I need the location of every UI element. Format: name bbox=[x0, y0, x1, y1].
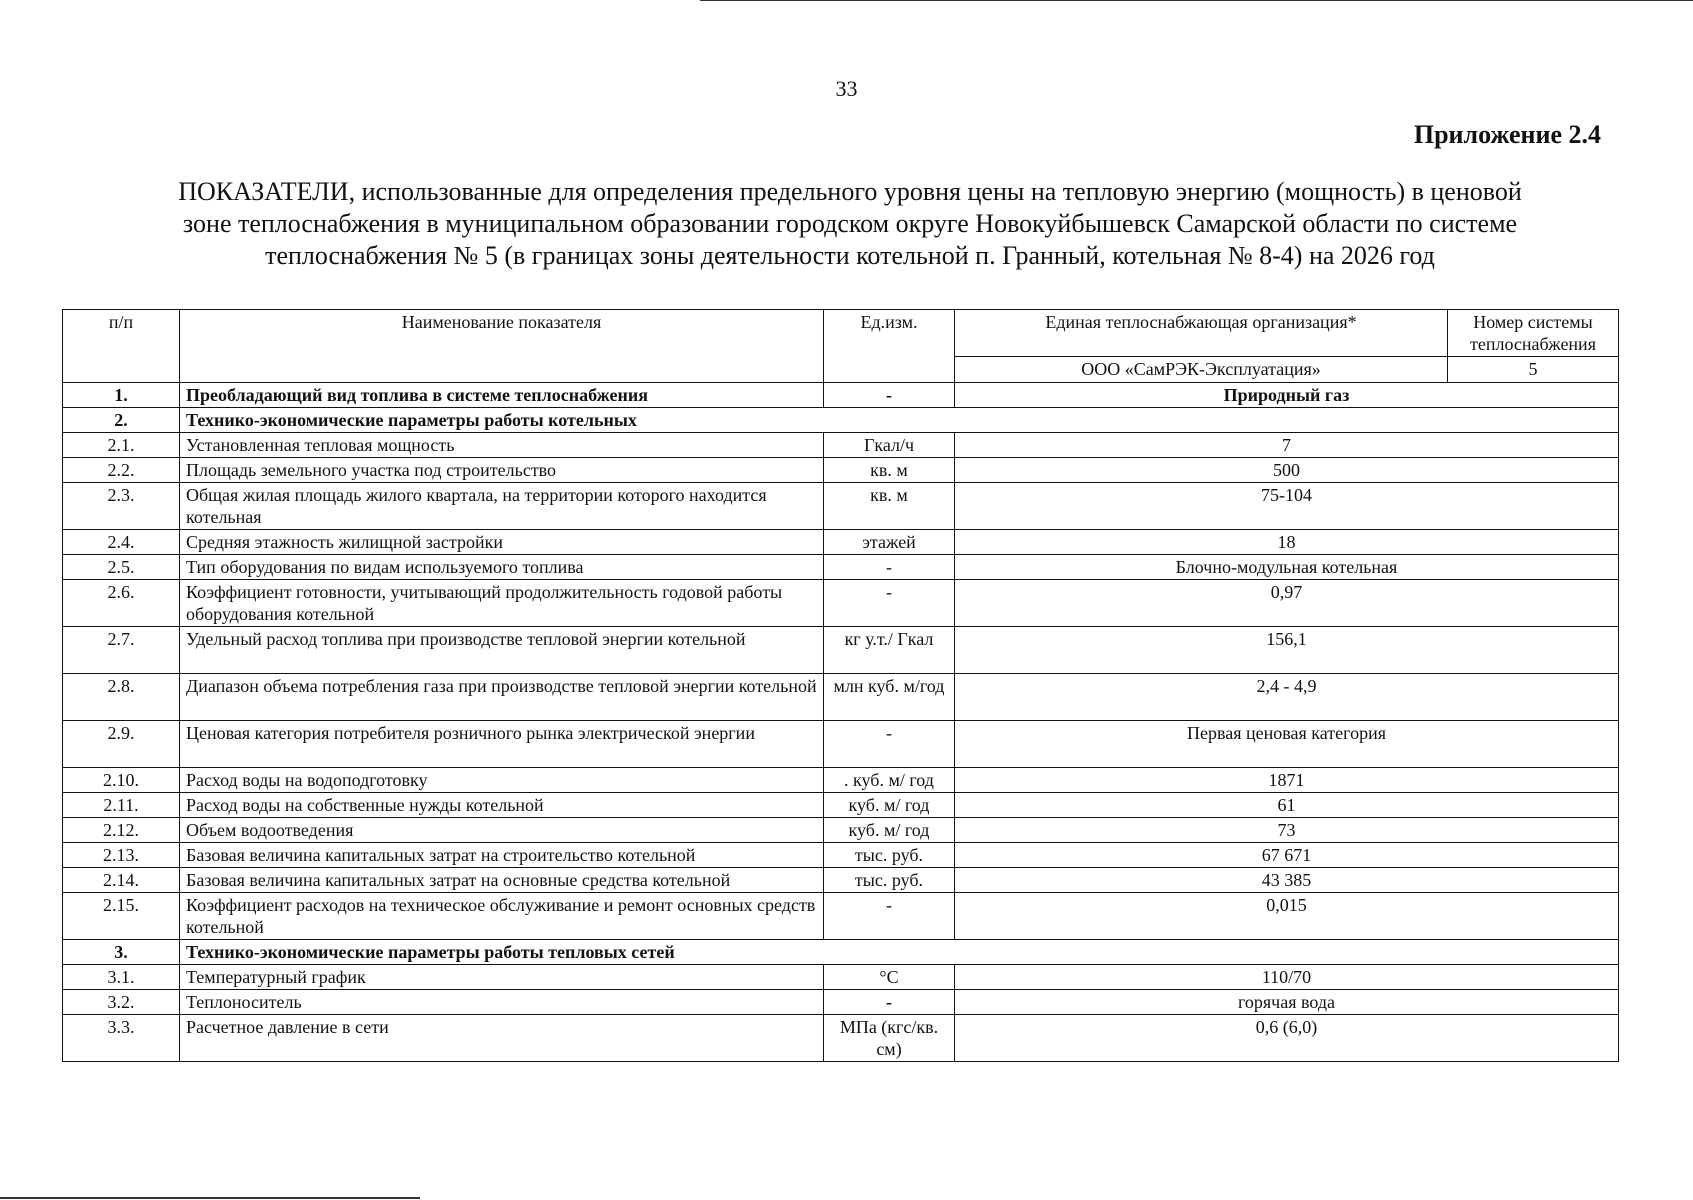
table-section-row bbox=[63, 408, 1619, 433]
header-name: Наименование показателя bbox=[180, 310, 824, 383]
row-name: Теплоноситель bbox=[180, 990, 824, 1015]
table-row bbox=[63, 555, 1619, 580]
table-row bbox=[63, 458, 1619, 483]
row-num: 3.2. bbox=[63, 990, 180, 1015]
row-value: Первая ценовая категория bbox=[955, 721, 1619, 768]
row-name: Общая жилая площадь жилого квартала, на территории которого находится котельная bbox=[180, 483, 824, 530]
row-name: Площадь земельного участка под строительство bbox=[180, 458, 824, 483]
row-num: 2.11. bbox=[63, 793, 180, 818]
document-title bbox=[70, 176, 1630, 272]
row-value: 18 bbox=[955, 530, 1619, 555]
table-row bbox=[63, 721, 1619, 768]
table-row bbox=[63, 530, 1619, 555]
table-row bbox=[63, 580, 1619, 627]
indicators-table bbox=[62, 309, 1619, 1062]
table-row bbox=[63, 893, 1619, 940]
row-name: Расчетное давление в сети bbox=[180, 1015, 824, 1062]
row-unit: МПа (кгс/кв. см) bbox=[824, 1015, 955, 1062]
row-unit: кв. м bbox=[824, 483, 955, 530]
row-num: 2. bbox=[63, 408, 180, 433]
row-name: Коэффициент готовности, учитывающий продолжительность годовой работы оборудования котельной bbox=[180, 580, 824, 627]
row-value: 73 bbox=[955, 818, 1619, 843]
row-num: 2.7. bbox=[63, 627, 180, 674]
row-num: 3.3. bbox=[63, 1015, 180, 1062]
row-value: горячая вода bbox=[955, 990, 1619, 1015]
title-line: теплоснабжения № 5 (в границах зоны деятельности котельной п. Гранный, котельная № 8-4) на 2026 год bbox=[265, 241, 1435, 270]
row-num: 2.5. bbox=[63, 555, 180, 580]
row-num: 2.8. bbox=[63, 674, 180, 721]
row-num: 2.4. bbox=[63, 530, 180, 555]
section-title: Технико-экономические параметры работы котельных bbox=[180, 408, 1619, 433]
appendix-label: Приложение 2.4 bbox=[1413, 120, 1601, 149]
row-num: 2.3. bbox=[63, 483, 180, 530]
row-num: 2.12. bbox=[63, 818, 180, 843]
row-value: 67 671 bbox=[955, 843, 1619, 868]
row-name: Базовая величина капитальных затрат на строительство котельной bbox=[180, 843, 824, 868]
table-row bbox=[63, 768, 1619, 793]
row-num: 2.9. bbox=[63, 721, 180, 768]
title-line: ПОКАЗАТЕЛИ, использованные для определения предельного уровня цены на тепловую энергию (мощность) в ценовой bbox=[178, 177, 1522, 206]
scan-edge-line bbox=[700, 0, 1693, 1]
row-unit: Гкал/ч bbox=[824, 433, 955, 458]
row-num: 2.14. bbox=[63, 868, 180, 893]
row-name: Средняя этажность жилищной застройки bbox=[180, 530, 824, 555]
row-value: 110/70 bbox=[955, 965, 1619, 990]
row-num: 2.13. bbox=[63, 843, 180, 868]
scan-edge-line bbox=[0, 1197, 420, 1199]
row-name: Расход воды на собственные нужды котельной bbox=[180, 793, 824, 818]
row-value: 75-104 bbox=[955, 483, 1619, 530]
row-unit: кв. м bbox=[824, 458, 955, 483]
row-num: 2.6. bbox=[63, 580, 180, 627]
row-unit: - bbox=[824, 893, 955, 940]
row-value: 7 bbox=[955, 433, 1619, 458]
header-org-name: ООО «СамРЭК-Эксплуатация» bbox=[955, 357, 1448, 383]
header-num: п/п bbox=[63, 310, 180, 383]
row-value: 156,1 bbox=[955, 627, 1619, 674]
table-row bbox=[63, 990, 1619, 1015]
row-num: 3. bbox=[63, 940, 180, 965]
header-org: Единая теплоснабжающая организация* bbox=[955, 310, 1448, 357]
row-value: 0,6 (6,0) bbox=[955, 1015, 1619, 1062]
row-unit: куб. м/ год bbox=[824, 818, 955, 843]
row-name: Коэффициент расходов на техническое обслуживание и ремонт основных средств котельной bbox=[180, 893, 824, 940]
row-unit: кг у.т./ Гкал bbox=[824, 627, 955, 674]
row-value: Природный газ bbox=[955, 383, 1619, 408]
page-number: 33 bbox=[835, 76, 858, 101]
row-value: 61 bbox=[955, 793, 1619, 818]
row-value: Блочно-модульная котельная bbox=[955, 555, 1619, 580]
header-system: Номер системы теплоснабжения bbox=[1448, 310, 1619, 357]
row-num: 2.1. bbox=[63, 433, 180, 458]
header-system-number: 5 bbox=[1448, 357, 1619, 383]
table-row bbox=[63, 818, 1619, 843]
table-header-row bbox=[63, 310, 1619, 357]
row-unit: тыс. руб. bbox=[824, 868, 955, 893]
table-row bbox=[63, 1015, 1619, 1062]
row-num: 1. bbox=[63, 383, 180, 408]
row-name: Расход воды на водоподготовку bbox=[180, 768, 824, 793]
table-row bbox=[63, 965, 1619, 990]
title-line: зоне теплоснабжения в муниципальном образовании городском округе Новокуйбышевск Самарской области по системе bbox=[182, 209, 1518, 238]
row-name: Диапазон объема потребления газа при производстве тепловой энергии котельной bbox=[180, 674, 824, 721]
row-num: 3.1. bbox=[63, 965, 180, 990]
table-section-row bbox=[63, 940, 1619, 965]
row-name: Ценовая категория потребителя розничного рынка электрической энергии bbox=[180, 721, 824, 768]
row-unit: этажей bbox=[824, 530, 955, 555]
table-row bbox=[63, 793, 1619, 818]
table-row bbox=[63, 483, 1619, 530]
row-name: Базовая величина капитальных затрат на основные средства котельной bbox=[180, 868, 824, 893]
row-value: 500 bbox=[955, 458, 1619, 483]
row-num: 2.15. bbox=[63, 893, 180, 940]
row-value: 0,97 bbox=[955, 580, 1619, 627]
row-value: 1871 bbox=[955, 768, 1619, 793]
row-unit: - bbox=[824, 383, 955, 408]
row-name: Удельный расход топлива при производстве тепловой энергии котельной bbox=[180, 627, 824, 674]
row-name: Преобладающий вид топлива в системе теплоснабжения bbox=[180, 383, 824, 408]
row-unit: - bbox=[824, 580, 955, 627]
table-row bbox=[63, 843, 1619, 868]
row-name: Температурный график bbox=[180, 965, 824, 990]
table-row bbox=[63, 433, 1619, 458]
row-unit: куб. м/ год bbox=[824, 793, 955, 818]
table-row bbox=[63, 868, 1619, 893]
table-row bbox=[63, 674, 1619, 721]
row-num: 2.2. bbox=[63, 458, 180, 483]
row-unit: °С bbox=[824, 965, 955, 990]
row-name: Объем водоотведения bbox=[180, 818, 824, 843]
row-unit: . куб. м/ год bbox=[824, 768, 955, 793]
row-name: Тип оборудования по видам используемого топлива bbox=[180, 555, 824, 580]
row-value: 2,4 - 4,9 bbox=[955, 674, 1619, 721]
row-value: 43 385 bbox=[955, 868, 1619, 893]
row-unit: - bbox=[824, 721, 955, 768]
row-unit: - bbox=[824, 990, 955, 1015]
row-value: 0,015 bbox=[955, 893, 1619, 940]
table-row bbox=[63, 383, 1619, 408]
table-row bbox=[63, 627, 1619, 674]
row-unit: млн куб. м/год bbox=[824, 674, 955, 721]
header-unit: Ед.изм. bbox=[824, 310, 955, 383]
row-name: Установленная тепловая мощность bbox=[180, 433, 824, 458]
row-unit: - bbox=[824, 555, 955, 580]
section-title: Технико-экономические параметры работы тепловых сетей bbox=[180, 940, 1619, 965]
row-unit: тыс. руб. bbox=[824, 843, 955, 868]
row-num: 2.10. bbox=[63, 768, 180, 793]
